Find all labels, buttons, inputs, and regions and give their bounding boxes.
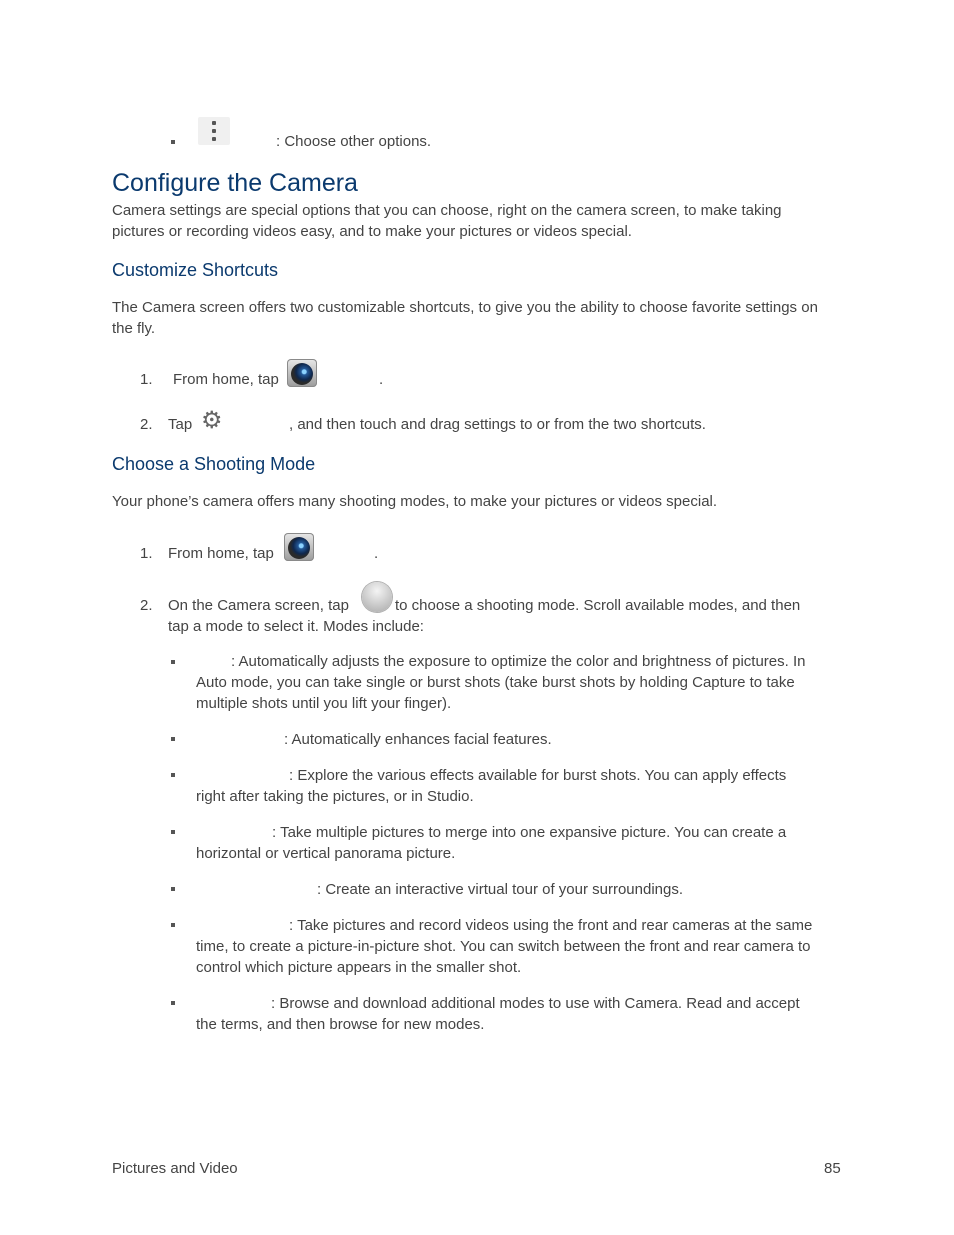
step-number: 1. — [140, 371, 153, 388]
step-number: 1. — [140, 545, 153, 562]
step-text-line2: tap a mode to select it. Modes include: — [168, 618, 424, 635]
mode-panorama-line1: : Take multiple pictures to merge into one expansive picture. You can create a — [272, 824, 787, 841]
mode-dual-camera-line2: time, to create a picture-in-picture shot. You can switch between the front and rear camera to — [196, 938, 811, 955]
bullet-marker — [171, 737, 175, 741]
step-end: . — [379, 371, 384, 388]
step-text: On the Camera screen, tap — [168, 597, 349, 614]
mode-dual-camera-line1: : Take pictures and record videos using the front and rear cameras at the same — [289, 917, 813, 934]
bullet-text: : Choose other options. — [276, 133, 432, 150]
step-number: 2. — [140, 416, 153, 433]
more-options-icon — [198, 117, 230, 145]
step-text: From home, tap — [173, 371, 279, 388]
mode-auto-line3: multiple shots until you lift your finger). — [196, 695, 452, 712]
step-end: , and then touch and drag settings to or from the two shortcuts. — [289, 416, 706, 433]
mode-auto-line1: : Automatically adjusts the exposure to optimize the color and brightness of pictures. In — [231, 653, 806, 670]
step-text-cont: to choose a shooting mode. Scroll available modes, and then — [395, 597, 801, 614]
mode-button-icon — [362, 582, 392, 612]
step-number: 2. — [140, 597, 153, 614]
section-heading-shortcuts: Customize Shortcuts — [112, 260, 279, 280]
bullet-marker — [171, 830, 175, 834]
footer-section-name: Pictures and Video — [112, 1160, 238, 1177]
bullet-marker — [171, 140, 175, 144]
mode-download-line2: the terms, and then browse for new modes. — [196, 1016, 485, 1033]
camera-app-icon — [287, 359, 317, 387]
mode-dual-camera-line3: control which picture appears in the smaller shot. — [196, 959, 522, 976]
step-text: From home, tap — [168, 545, 274, 562]
mode-download-line1: : Browse and download additional modes to use with Camera. Read and accept — [271, 995, 800, 1012]
bullet-marker — [171, 773, 175, 777]
bullet-marker — [171, 887, 175, 891]
page-title: Configure the Camera — [112, 169, 358, 197]
bullet-marker — [171, 923, 175, 927]
mode-shot-more-line1: : Explore the various effects available for burst shots. You can apply effects — [289, 767, 787, 784]
bullet-marker — [171, 660, 175, 664]
shooting-intro: Your phone’s camera offers many shooting modes, to make your pictures or videos special. — [112, 493, 718, 510]
intro-paragraph: Camera settings are special options that you can choose, right on the camera screen, to make taking pictures or recording videos easy, and to make your pictures or videos special. — [112, 202, 782, 240]
mode-shot-more-line2: right after taking the pictures, or in Studio. — [196, 788, 474, 805]
bullet-marker — [171, 1001, 175, 1005]
step-text: Tap — [168, 416, 193, 433]
mode-auto-line2: Auto mode, you can take single or burst shots (take burst shots by holding Capture to take — [196, 674, 795, 691]
mode-virtual-tour-line1: : Create an interactive virtual tour of your surroundings. — [317, 881, 684, 898]
step-end: . — [374, 545, 379, 562]
shortcuts-intro: The Camera screen offers two customizable shortcuts, to give you the ability to choose favorite settings on the fly. — [112, 299, 818, 337]
mode-panorama-line2: horizontal or vertical panorama picture. — [196, 845, 456, 862]
footer-page-number: 85 — [824, 1160, 841, 1177]
section-heading-shooting-mode: Choose a Shooting Mode — [112, 454, 316, 474]
gear-icon: ⚙ — [201, 407, 223, 434]
mode-beauty-line1: : Automatically enhances facial features. — [284, 731, 552, 748]
camera-app-icon — [284, 533, 314, 561]
